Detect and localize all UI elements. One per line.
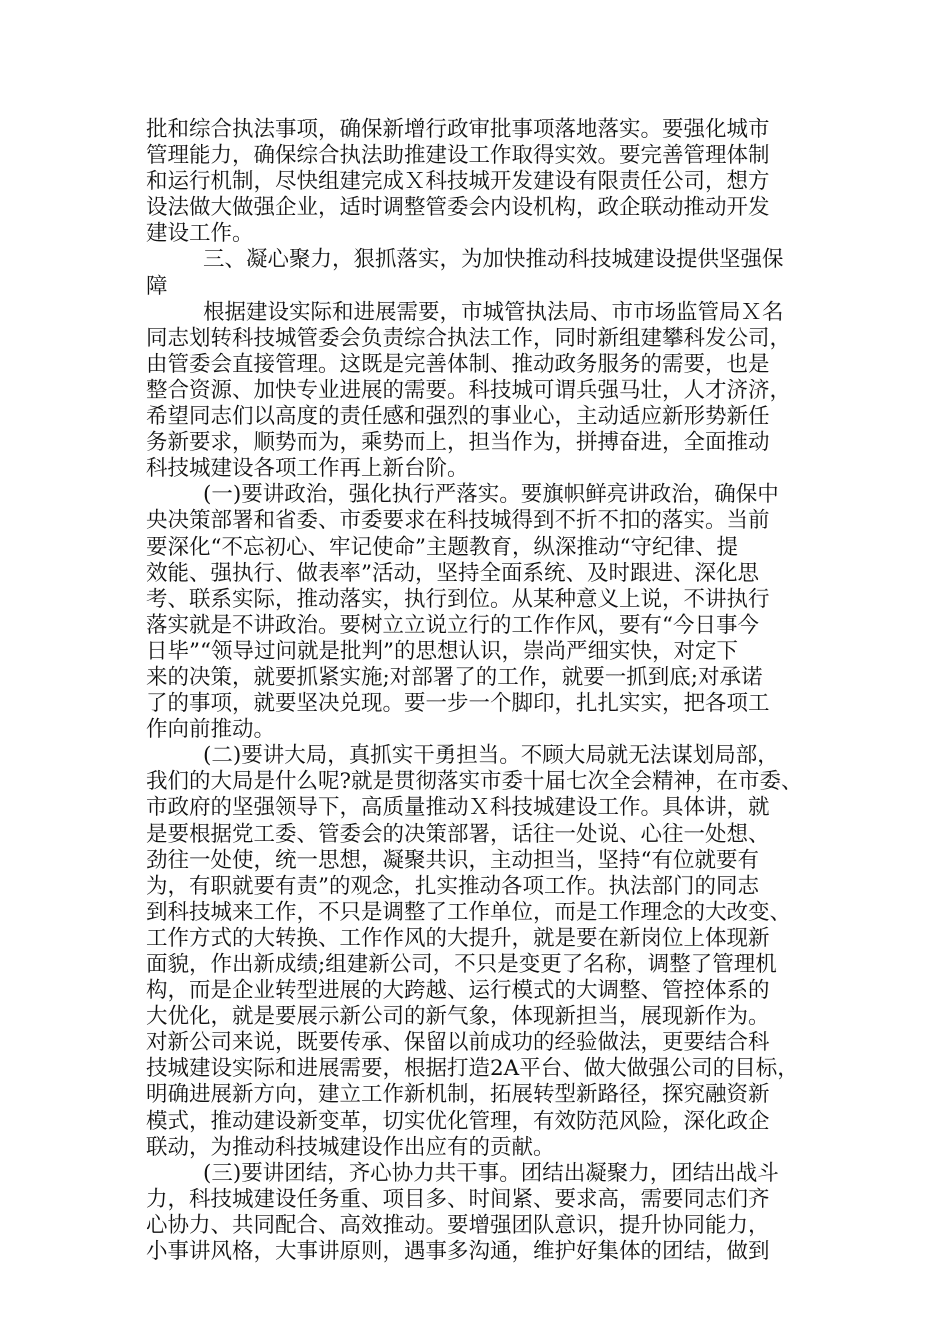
text-line: 落实就是不讲政治。要树立立说立行的工作作风，要有“今日事今 (146, 612, 759, 638)
paragraph-first-line: 根据建设实际和进展需要，市城管执法局、市市场监管局Ｘ名 (203, 299, 784, 325)
paragraph-first-line: (二)要讲大局，真抓实干勇担当。不顾大局就无法谋划局部， (203, 743, 779, 769)
text-line: 劲往一处使，统一思想，凝聚共识，主动担当，坚持“有位就要有 (146, 847, 759, 873)
text-line: 批和综合执法事项，确保新增行政审批事项落地落实。要强化城市 (146, 117, 770, 142)
text-line: 小事讲风格，大事讲原则，遇事多沟通，维护好集体的团结，做到 (146, 1239, 770, 1265)
text-line: 构，而是企业转型进展的大跨越、运行模式的大调整、管控体系的 (146, 978, 770, 1004)
text-line: 市政府的坚强领导下，高质量推动Ｘ科技城建设工作。具体讲，就 (146, 795, 770, 821)
text-line: 心协力、共同配合、高效推动。要增强团队意识，提升协同能力， (146, 1212, 770, 1238)
text-line: 工作方式的大转换、工作作风的大提升，就是要在新岗位上体现新 (146, 925, 770, 951)
text-line: 整合资源、加快专业进展的需要。科技城可谓兵强马壮，人才济济， (146, 377, 792, 403)
text-line: 了的事项，就要坚决兑现。要一步一个脚印，扎扎实实，把各项工 (146, 691, 770, 717)
text-line: 模式，推动建设新变革，切实优化管理，有效防范风险，深化政企 (146, 1108, 770, 1134)
text-line: 同志划转科技城管委会负责综合执法工作，同时新组建攀科发公司， (146, 325, 792, 351)
text-line: 日毕”“领导过问就是批判”的思想认识，崇尚严细实快，对定下 (146, 638, 738, 664)
text-line: 由管委会直接管理。这既是完善体制、推动政务服务的需要，也是 (146, 351, 770, 377)
text-line: 到科技城来工作，不只是调整了工作单位，而是工作理念的大改变、 (146, 899, 792, 925)
text-line: 建设工作。 (146, 221, 254, 247)
text-line: 障 (146, 273, 168, 299)
paragraph-first-line: 三、凝心聚力，狠抓落实，为加快推动科技城建设提供坚强保 (203, 247, 784, 273)
text-line: 要深化“不忘初心、牢记使命”主题教育，纵深推动“守纪律、提 (146, 534, 738, 560)
text-line: 是要根据党工委、管委会的决策部署，话往一处说、心往一处想、 (146, 821, 770, 847)
text-line: 务新要求，顺势而为，乘势而上，担当作为，拼搏奋进，全面推动 (146, 430, 770, 456)
text-line: 我们的大局是什么呢?就是贯彻落实市委十届七次全会精神，在市委、 (146, 769, 803, 795)
text-line: 联动，为推动科技城建设作出应有的贡献。 (146, 1134, 555, 1160)
text-line: 力，科技城建设任务重、项目多、时间紧、要求高，需要同志们齐 (146, 1186, 770, 1212)
text-line: 来的决策，就要抓紧实施;对部署了的工作，就要一抓到底;对承诺 (146, 664, 763, 690)
text-line: 为，有职就要有责”的观念，扎实推动各项工作。执法部门的同志 (146, 873, 759, 899)
text-line: 作向前推动。 (146, 717, 276, 743)
text-line: 明确进展新方向，建立工作新机制，拓展转型新路径，探究融资新 (146, 1082, 770, 1108)
text-line: 技城建设实际和进展需要，根据打造2A平台、做大做强公司的目标， (146, 1056, 799, 1082)
text-line: 管理能力，确保综合执法助推建设工作取得实效。要完善管理体制 (146, 143, 770, 169)
paragraph-first-line: (三)要讲团结，齐心协力共干事。团结出凝聚力，团结出战斗 (203, 1160, 779, 1186)
text-line: 希望同志们以高度的责任感和强烈的事业心，主动适应新形势新任 (146, 404, 770, 430)
text-line: 效能、强执行、做表率”活动，坚持全面系统、及时跟进、深化思 (146, 560, 759, 586)
text-line: 和运行机制，尽快组建完成Ｘ科技城开发建设有限责任公司，想方 (146, 169, 770, 195)
text-line: 考、联系实际，推动落实，执行到位。从某种意义上说，不讲执行 (146, 586, 770, 612)
paragraph-first-line: (一)要讲政治，强化执行严落实。要旗帜鲜亮讲政治，确保中 (203, 482, 779, 508)
document-body-text (146, 117, 810, 1265)
text-line: 面貌，作出新成绩;组建新公司，不只是变更了名称，调整了管理机 (146, 952, 777, 977)
text-line: 设法做大做强企业，适时调整管委会内设机构，政企联动推动开发 (146, 195, 770, 221)
text-line: 对新公司来说，既要传承、保留以前成功的经验做法，更要结合科 (146, 1030, 770, 1056)
text-line: 科技城建设各项工作再上新台阶。 (146, 456, 469, 482)
text-line: 大优化，就是要展示新公司的新气象，体现新担当，展现新作为。 (146, 1004, 770, 1030)
text-line: 央决策部署和省委、市委要求在科技城得到不折不扣的落实。当前 (146, 508, 770, 534)
